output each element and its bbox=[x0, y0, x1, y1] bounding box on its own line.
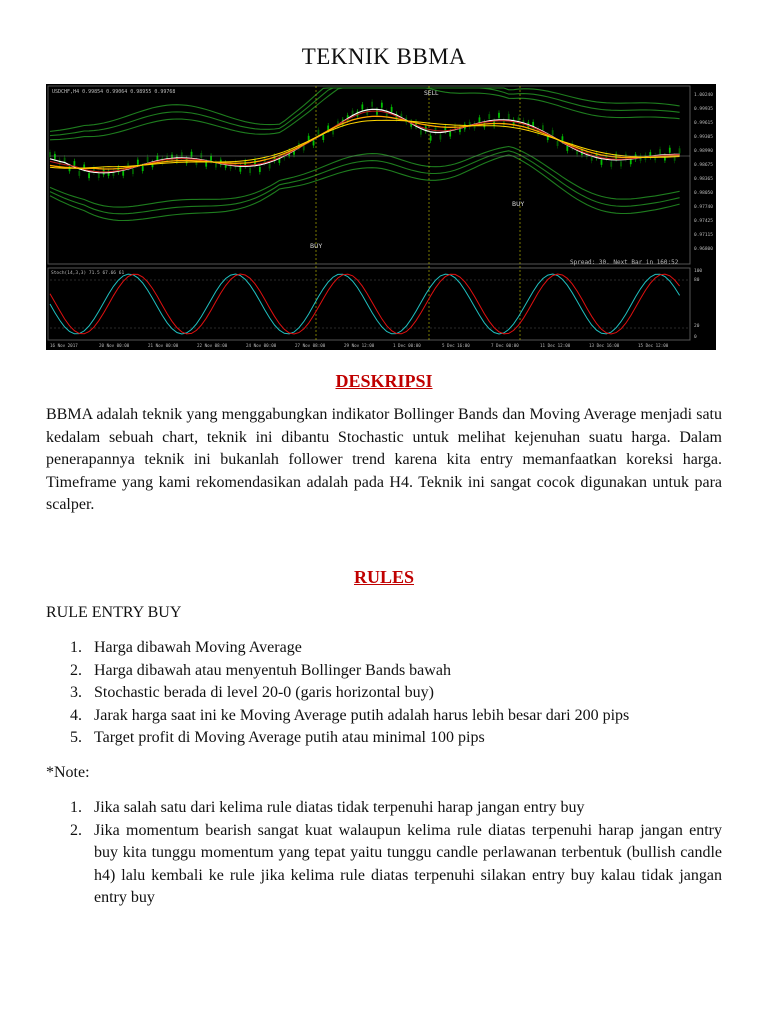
time-tick-label: 24 Nov 00:00 bbox=[246, 343, 277, 348]
candle-body bbox=[122, 171, 124, 176]
time-tick-label: 7 Dec 00:00 bbox=[491, 343, 519, 348]
time-tick-label: 11 Dec 12:00 bbox=[540, 343, 571, 348]
candle-body bbox=[610, 162, 612, 167]
page-title: TEKNIK BBMA bbox=[301, 44, 467, 69]
candle-body bbox=[88, 173, 90, 178]
candle-body bbox=[679, 148, 681, 153]
candle-body bbox=[566, 146, 568, 151]
symbol-line: USDCHF,H4 0.99854 0.99064 0.98955 0.99768 bbox=[52, 89, 176, 95]
candle-body bbox=[74, 161, 76, 166]
candle-body bbox=[381, 103, 383, 108]
candle-body bbox=[142, 166, 144, 171]
price-tick-label: 0.97740 bbox=[694, 205, 713, 210]
candle-body bbox=[78, 171, 80, 176]
price-tick-label: 0.98050 bbox=[694, 191, 713, 196]
spread-text: Spread: 30. Next Bar in 160:52 bbox=[570, 259, 679, 266]
candle-body bbox=[552, 130, 554, 135]
band-line-2 bbox=[50, 88, 680, 140]
candle-body bbox=[259, 167, 261, 172]
moving-averages bbox=[50, 109, 690, 173]
candle-body bbox=[313, 140, 315, 145]
candle-body bbox=[303, 145, 305, 150]
price-tick-label: 0.98675 bbox=[694, 163, 713, 168]
time-tick-label: 27 Nov 08:00 bbox=[295, 343, 326, 348]
stoch-tick-label: 80 bbox=[694, 278, 700, 283]
candle-body bbox=[488, 114, 490, 119]
candle-body bbox=[132, 169, 134, 174]
price-tick-label: 0.99935 bbox=[694, 107, 713, 112]
candle-body bbox=[420, 130, 422, 135]
time-tick-label: 29 Nov 12:00 bbox=[344, 343, 375, 348]
buy-label-2: BUY bbox=[512, 201, 525, 208]
deskripsi-text: BBMA adalah teknik yang menggabungkan indikator Bollinger Bands dan Moving Average menjadi satu kedalam sebuah chart, teknik ini dibantu Stochastic untuk melihat kejenuhan suatu harga. Dalam penerapannya teknik ini bukanlah follower trend karena kita entry memanfaatkan koreksi harga. Timeframe yang kami rekomendasikan adalah pada H4. Teknik ini sangat cocok digunakan untuk para scalper. bbox=[46, 406, 722, 513]
candle-body bbox=[181, 152, 183, 157]
note-label: *Note: bbox=[46, 764, 90, 781]
candle-body bbox=[601, 160, 603, 165]
list-item: 4. Jarak harga saat ini ke Moving Average putih adalah harus lebih besar dari 200 pips bbox=[70, 706, 630, 724]
candle-body bbox=[318, 130, 320, 135]
candle-body bbox=[430, 136, 432, 141]
price-tick-label: 0.98990 bbox=[694, 149, 713, 154]
candle-body bbox=[498, 113, 500, 118]
candle-body bbox=[620, 161, 622, 166]
ma-red-line bbox=[50, 111, 680, 172]
candle-body bbox=[49, 152, 51, 157]
price-tick-label: 0.97115 bbox=[694, 233, 713, 238]
price-tick-label: 0.99305 bbox=[694, 135, 713, 140]
candle-body bbox=[249, 168, 251, 173]
list-item: 2. Harga dibawah atau menyentuh Bollinger Bands bawah bbox=[70, 661, 451, 679]
candle-body bbox=[137, 160, 139, 165]
candle-body bbox=[440, 135, 442, 140]
candle-body bbox=[479, 117, 481, 122]
time-tick-label: 20 Nov 00:00 bbox=[99, 343, 130, 348]
candle-body bbox=[376, 110, 378, 115]
time-tick-label: 15 Dec 12:00 bbox=[638, 343, 669, 348]
candle-body bbox=[391, 107, 393, 112]
time-tick-label: 5 Dec 16:00 bbox=[442, 343, 470, 348]
stochastic bbox=[50, 274, 690, 334]
candle-body bbox=[371, 102, 373, 107]
chart-svg bbox=[46, 84, 716, 350]
price-tick-label: 0.99615 bbox=[694, 121, 713, 126]
stoch-tick-label: 20 bbox=[694, 324, 700, 329]
stoch-label: Stoch(14,3,3) 71.5 67.66 61 bbox=[51, 271, 125, 276]
price-pane-frame bbox=[48, 86, 690, 264]
candle-body bbox=[200, 153, 202, 158]
deskripsi-heading: DESKRIPSI bbox=[335, 371, 433, 391]
candle-body bbox=[625, 154, 627, 159]
candle-body bbox=[147, 157, 149, 162]
time-tick-label: 13 Dec 16:00 bbox=[589, 343, 620, 348]
rules-heading: RULES bbox=[353, 567, 415, 587]
notes-list bbox=[46, 797, 722, 910]
sell-label: SELL bbox=[424, 90, 439, 97]
candle-body bbox=[210, 156, 212, 161]
buy-label-1: BUY bbox=[310, 243, 323, 250]
price-tick-label: 0.98365 bbox=[694, 177, 713, 182]
candle-body bbox=[156, 156, 158, 161]
candle-body bbox=[239, 167, 241, 172]
candle-body bbox=[449, 132, 451, 137]
price-tick-label: 0.97425 bbox=[694, 219, 713, 224]
stoch-signal-line bbox=[50, 274, 680, 334]
candle-body bbox=[322, 135, 324, 140]
candle-body bbox=[669, 148, 671, 153]
stoch-tick-label: 0 bbox=[694, 335, 697, 340]
candle-body bbox=[269, 164, 271, 169]
ma-white-line bbox=[50, 109, 680, 173]
candle-body bbox=[54, 154, 56, 159]
time-tick-label: 1 Dec 00:00 bbox=[393, 343, 421, 348]
time-tick-label: 21 Nov 00:00 bbox=[148, 343, 179, 348]
stoch-tick-label: 100 bbox=[694, 269, 703, 274]
candle-body bbox=[98, 173, 100, 178]
list-item: 1. Harga dibawah Moving Average bbox=[70, 639, 302, 656]
trading-chart bbox=[46, 84, 716, 350]
time-tick-label: 22 Nov 08:00 bbox=[197, 343, 228, 348]
axis-ticks bbox=[50, 92, 713, 348]
candle-body bbox=[659, 149, 661, 154]
candle-body bbox=[557, 141, 559, 146]
candle-body bbox=[630, 159, 632, 164]
time-tick-label: 16 Nov 2017 bbox=[50, 343, 78, 348]
band-line-3 bbox=[50, 147, 680, 208]
candle-body bbox=[542, 125, 544, 130]
candle-body bbox=[435, 127, 437, 132]
price-tick-label: 0.96800 bbox=[694, 247, 713, 252]
list-item: 2. Jika momentum bearish sangat kuat walaupun kelima rule diatas terpenuhi harap jangan entry buy kita tunggu momentum yang tepat yaitu tunggu candle perlawanan terbentuk (bullish candle h4) lalu kembali ke rule jika kelima rule diatas terpenuhi silakan entry buy kalau tidak jangan entry buy bbox=[70, 821, 722, 906]
list-item: 1. Jika salah satu dari kelima rule diatas tidak terpenuhi harap jangan entry buy bbox=[70, 799, 585, 816]
rule-entry-buy-label: RULE ENTRY BUY bbox=[46, 604, 182, 621]
price-tick-label: 1.00240 bbox=[694, 93, 713, 98]
list-item: 5. Target profit di Moving Average putih atau minimal 100 pips bbox=[70, 729, 485, 746]
rules-list bbox=[46, 637, 722, 750]
candle-body bbox=[508, 114, 510, 119]
list-item: 3. Stochastic berada di level 20-0 (garis horizontal buy) bbox=[70, 684, 434, 701]
candle-body bbox=[361, 104, 363, 109]
